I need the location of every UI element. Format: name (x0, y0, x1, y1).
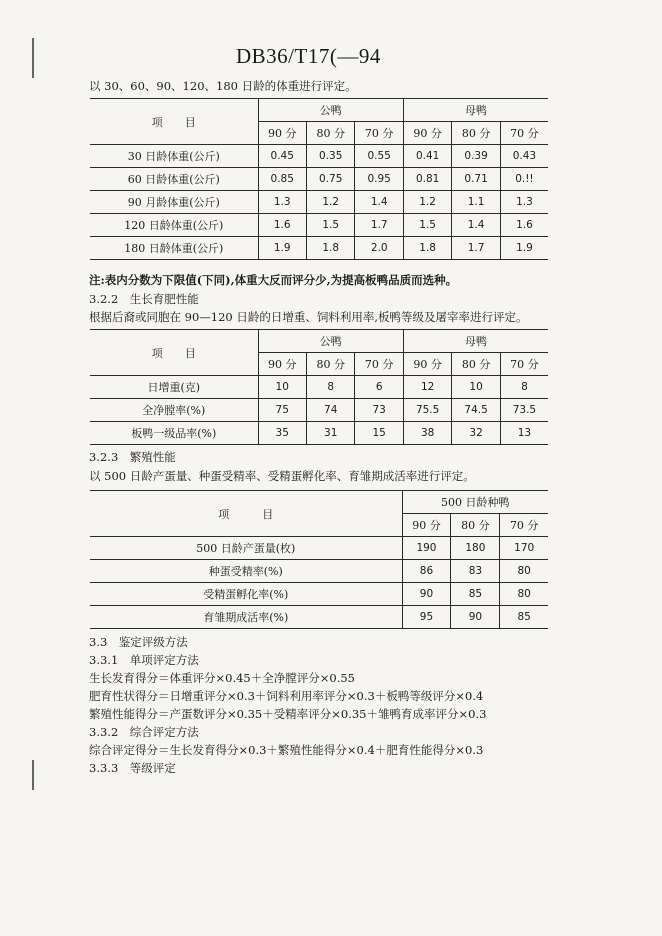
table2-male-header: 公鸭 (258, 330, 403, 353)
table1-cell: 1.3 (258, 191, 306, 214)
growth-score-table (90, 329, 548, 445)
table3-cell: 83 (451, 560, 500, 583)
table2-score-col-header: 80 分 (452, 353, 500, 376)
section-3-2-3-heading: 3.2.3 繁殖性能 (89, 450, 176, 464)
table3-score-col-header: 80 分 (451, 514, 500, 537)
table3-row (90, 560, 548, 583)
table2-cell: 31 (306, 422, 354, 445)
table2-cell: 75.5 (403, 399, 451, 422)
table1-row (90, 168, 548, 191)
table1-row-label: 180 日龄体重(公斤) (90, 237, 258, 260)
table1-row (90, 214, 548, 237)
table2-cell: 32 (452, 422, 500, 445)
table1-cell: 1.9 (500, 237, 548, 260)
formula-fattening: 肥育性状得分＝日增重评分×0.3＋饲料利用率评分×0.3＋板鸭等级评分×0.4 (89, 689, 484, 703)
table1-cell: 0.75 (306, 168, 354, 191)
intro-weight-text: 以 30、60、90、120、180 日龄的体重进行评定。 (89, 79, 357, 93)
table1-cell: 1.4 (355, 191, 403, 214)
table2-score-col-header: 90 分 (403, 353, 451, 376)
table3-cell: 85 (451, 583, 500, 606)
table2-female-header: 母鸭 (403, 330, 548, 353)
table1-row-label: 30 日龄体重(公斤) (90, 145, 258, 168)
table3-group-header: 500 日龄种鸭 (402, 491, 548, 514)
table1-cell: 1.6 (500, 214, 548, 237)
table2-cell: 73.5 (500, 399, 548, 422)
binding-mark-top (32, 38, 34, 78)
table1-female-header: 母鸭 (403, 99, 548, 122)
table2-score-col-header: 90 分 (258, 353, 306, 376)
section-3-3-2-heading: 3.3.2 综合评定方法 (89, 725, 199, 739)
table3-item-header: 项 目 (90, 491, 402, 537)
table3-row-label: 种蛋受精率(%) (90, 560, 402, 583)
table1-cell: 0.35 (306, 145, 354, 168)
weight-score-table (90, 98, 548, 260)
table3-cell: 90 (451, 606, 500, 629)
table2-row (90, 376, 548, 399)
table2-cell: 8 (500, 376, 548, 399)
table2-cell: 12 (403, 376, 451, 399)
table2-score-col-header: 70 分 (355, 353, 403, 376)
binding-mark-bottom (32, 760, 34, 790)
table1-row-label: 90 月龄体重(公斤) (90, 191, 258, 214)
table3-cell: 80 (500, 583, 548, 606)
table1-row (90, 145, 548, 168)
section-3-3-1-heading: 3.3.1 单项评定方法 (89, 653, 199, 667)
table1-cell: 1.5 (403, 214, 451, 237)
table1-male-header: 公鸭 (258, 99, 403, 122)
table1-cell: 1.2 (403, 191, 451, 214)
table2-cell: 74 (306, 399, 354, 422)
reproduction-score-table (90, 490, 548, 629)
table3-cell: 95 (402, 606, 451, 629)
table1-cell: 1.9 (258, 237, 306, 260)
table1-cell: 0.!! (500, 168, 548, 191)
table-note: 注:表内分数为下限值(下同),体重大反而评分少,为提高板鸭品质而选种。 (89, 273, 458, 287)
table3-cell: 86 (402, 560, 451, 583)
table2-row (90, 422, 548, 445)
table1-item-header: 项 目 (90, 99, 258, 145)
table3-cell: 85 (500, 606, 548, 629)
table1-score-col-header: 90 分 (403, 122, 451, 145)
formula-overall: 综合评定得分＝生长发育得分×0.3＋繁殖性能得分×0.4＋肥育性能得分×0.3 (89, 743, 484, 757)
table3-row (90, 583, 548, 606)
table1-cell: 2.0 (355, 237, 403, 260)
table1-row-label: 120 日龄体重(公斤) (90, 214, 258, 237)
table1-cell: 0.81 (403, 168, 451, 191)
table1-cell: 0.41 (403, 145, 451, 168)
table1-cell: 1.7 (452, 237, 500, 260)
table2-row-label: 日增重(克) (90, 376, 258, 399)
table1-score-col-header: 90 分 (258, 122, 306, 145)
table3-row-label: 育雏期成活率(%) (90, 606, 402, 629)
table2-row (90, 399, 548, 422)
table1-score-col-header: 70 分 (500, 122, 548, 145)
table1-cell: 1.3 (500, 191, 548, 214)
table2-cell: 8 (306, 376, 354, 399)
table2-cell: 38 (403, 422, 451, 445)
table1-row (90, 237, 548, 260)
table2-cell: 35 (258, 422, 306, 445)
table2-cell: 10 (452, 376, 500, 399)
table2-cell: 13 (500, 422, 548, 445)
table1-cell: 0.71 (452, 168, 500, 191)
table1-cell: 1.8 (403, 237, 451, 260)
table1-cell: 0.43 (500, 145, 548, 168)
table3-cell: 170 (500, 537, 548, 560)
table1-cell: 0.95 (355, 168, 403, 191)
table2-cell: 75 (258, 399, 306, 422)
table2-score-col-header: 80 分 (306, 353, 354, 376)
table2-score-col-header: 70 分 (500, 353, 548, 376)
table1-cell: 1.7 (355, 214, 403, 237)
table2-row-label: 板鸭一级品率(%) (90, 422, 258, 445)
table3-cell: 180 (451, 537, 500, 560)
table1-cell: 1.2 (306, 191, 354, 214)
document-code: DB36/T17(—94 (236, 44, 381, 68)
section-3-2-2-heading: 3.2.2 生长育肥性能 (89, 292, 199, 306)
table2-cell: 15 (355, 422, 403, 445)
table1-cell: 0.39 (452, 145, 500, 168)
table3-cell: 90 (402, 583, 451, 606)
table2-cell: 6 (355, 376, 403, 399)
table3-score-col-header: 90 分 (402, 514, 451, 537)
table1-cell: 0.55 (355, 145, 403, 168)
table1-row-label: 60 日龄体重(公斤) (90, 168, 258, 191)
table2-cell: 10 (258, 376, 306, 399)
table3-row-label: 500 日龄产蛋量(枚) (90, 537, 402, 560)
table3-cell: 80 (500, 560, 548, 583)
table3-cell: 190 (402, 537, 451, 560)
table2-row-label: 全净膛率(%) (90, 399, 258, 422)
table1-score-col-header: 70 分 (355, 122, 403, 145)
formula-growth: 生长发育得分＝体重评分×0.45＋全净膛评分×0.55 (89, 671, 355, 685)
table1-cell: 1.4 (452, 214, 500, 237)
table3-row-label: 受精蛋孵化率(%) (90, 583, 402, 606)
table1-score-col-header: 80 分 (306, 122, 354, 145)
table1-score-col-header: 80 分 (452, 122, 500, 145)
table1-cell: 0.45 (258, 145, 306, 168)
table3-row (90, 537, 548, 560)
table1-cell: 0.85 (258, 168, 306, 191)
table1-cell: 1.8 (306, 237, 354, 260)
table1-cell: 1.6 (258, 214, 306, 237)
section-3-3-3-heading: 3.3.3 等级评定 (89, 761, 176, 775)
intro-repro-text: 以 500 日龄产蛋量、种蛋受精率、受精蛋孵化率、育雏期成活率进行评定。 (89, 469, 475, 483)
table1-cell: 1.1 (452, 191, 500, 214)
section-3-3-heading: 3.3 鉴定评级方法 (89, 635, 188, 649)
table1-cell: 1.5 (306, 214, 354, 237)
table3-score-col-header: 70 分 (500, 514, 548, 537)
table1-row (90, 191, 548, 214)
intro-growth-text: 根据后裔或同胞在 90—120 日龄的日增重、饲料利用率,板鸭等级及屠宰率进行评定。 (89, 310, 528, 324)
table3-row (90, 606, 548, 629)
formula-reproduction: 繁殖性能得分＝产蛋数评分×0.35＋受精率评分×0.35＋雏鸭育成率评分×0.3 (89, 707, 487, 721)
table2-cell: 73 (355, 399, 403, 422)
table2-item-header: 项 目 (90, 330, 258, 376)
table2-cell: 74.5 (452, 399, 500, 422)
